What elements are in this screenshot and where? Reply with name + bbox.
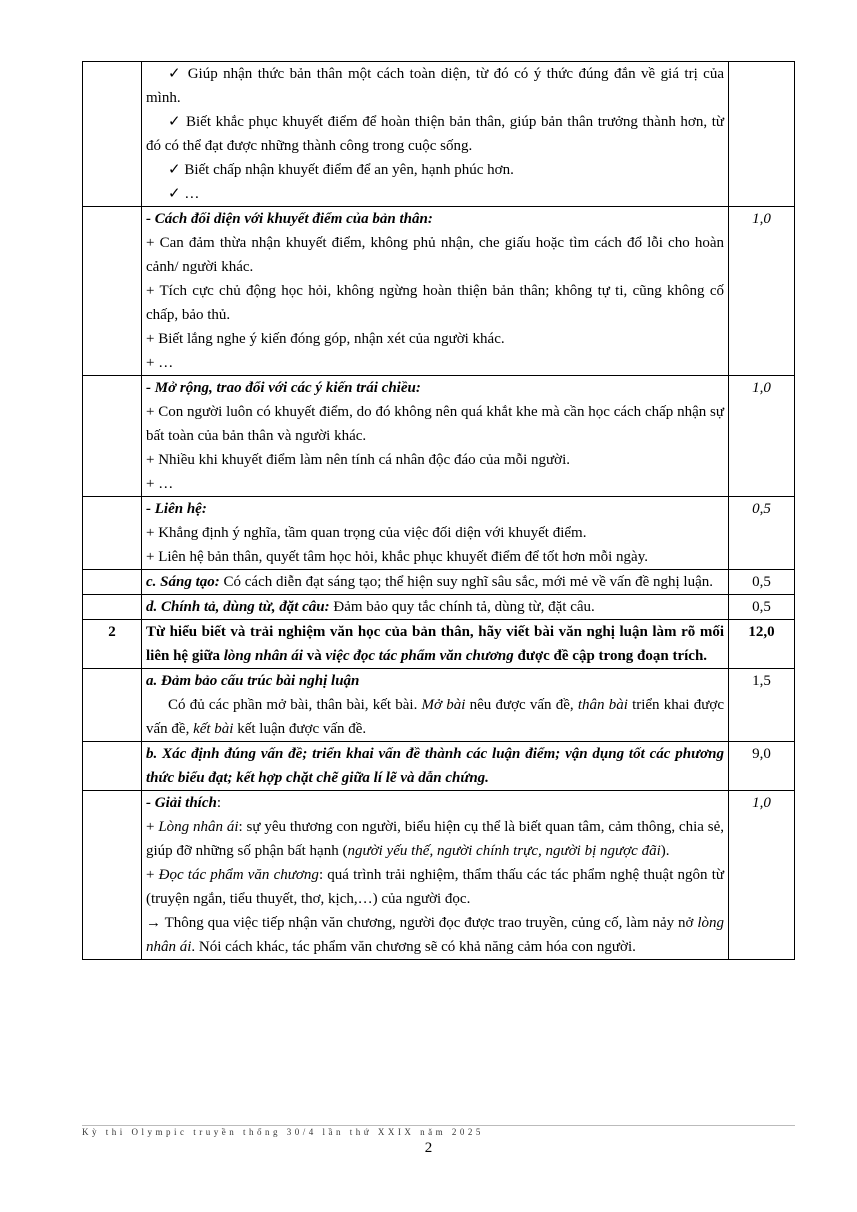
content-cell bbox=[142, 497, 729, 570]
list-item: ✓ Biết chấp nhận khuyết điểm để an yên, hạnh phúc hơn. bbox=[168, 162, 514, 178]
list-item: → Thông qua việc tiếp nhận văn chương, người đọc được trao truyền, củng cố, làm nảy nở lòng nhân ái. Nói cách khác, tác phẩm văn chương sẽ có khả năng cảm hóa con người. bbox=[146, 915, 724, 955]
section-heading: - Mở rộng, trao đổi với các ý kiến trái chiều: bbox=[146, 380, 421, 396]
question-number-cell bbox=[83, 669, 142, 742]
table-row bbox=[83, 669, 795, 742]
score-cell: 0,5 bbox=[729, 595, 795, 620]
list-item: ✓ … bbox=[168, 186, 200, 202]
score-cell: 1,5 bbox=[729, 669, 795, 742]
score-cell: 9,0 bbox=[729, 742, 795, 791]
score-cell: 1,0 bbox=[729, 791, 795, 960]
page-number: 2 bbox=[424, 1140, 433, 1156]
content-cell bbox=[142, 669, 729, 742]
question-number-cell bbox=[83, 62, 142, 207]
section-heading: - Giải thích bbox=[146, 795, 217, 811]
table-row bbox=[83, 497, 795, 570]
table-row bbox=[83, 62, 795, 207]
table-row bbox=[83, 570, 795, 595]
table-row bbox=[83, 742, 795, 791]
question-number-cell bbox=[83, 376, 142, 497]
table-row bbox=[83, 376, 795, 497]
section-heading: - Liên hệ: bbox=[146, 501, 207, 517]
list-item: + … bbox=[146, 476, 174, 492]
list-item: + Liên hệ bản thân, quyết tâm học hỏi, khắc phục khuyết điểm để tốt hơn mỗi ngày. bbox=[146, 549, 648, 565]
question-number-cell bbox=[83, 742, 142, 791]
content-cell bbox=[142, 595, 729, 620]
score-cell: 0,5 bbox=[729, 497, 795, 570]
list-item: + Can đảm thừa nhận khuyết điểm, không phủ nhận, che giấu hoặc tìm cách đổ lỗi cho hoàn cảnh/ người khác. bbox=[146, 235, 724, 275]
criterion-description: Đảm bảo quy tắc chính tả, dùng từ, đặt câu. bbox=[329, 599, 595, 615]
list-item: + Khẳng định ý nghĩa, tầm quan trọng của việc đối diện với khuyết điểm. bbox=[146, 525, 587, 541]
score-cell: 1,0 bbox=[729, 376, 795, 497]
criterion-text bbox=[146, 570, 724, 594]
question-prompt bbox=[142, 620, 729, 669]
section-heading: a. Đảm bảo cấu trúc bài nghị luận bbox=[146, 673, 360, 689]
question-number-cell bbox=[83, 497, 142, 570]
question-number-cell bbox=[83, 595, 142, 620]
question-number-cell bbox=[83, 207, 142, 376]
list-item: + … bbox=[146, 355, 174, 371]
question-text: Từ hiểu biết và trải nghiệm văn học của bản thân, hãy viết bài văn nghị luận làm rõ mối liên hệ giữa lòng nhân ái và việc đọc tác phẩm văn chương được đề cập trong đoạn trích. bbox=[146, 624, 724, 664]
content-cell bbox=[142, 376, 729, 497]
score-cell: 12,0 bbox=[729, 620, 795, 669]
table-row bbox=[83, 791, 795, 960]
criterion-description: Có đủ các phần mở bài, thân bài, kết bài. Mở bài nêu được vấn đề, thân bài triển khai được vấn đề, kết bài kết luận được vấn đề. bbox=[146, 697, 724, 737]
list-item: + Nhiều khi khuyết điểm làm nên tính cá nhân độc đáo của mỗi người. bbox=[146, 452, 571, 468]
list-item: ✓ Giúp nhận thức bản thân một cách toàn diện, từ đó có ý thức đúng đắn về giá trị của mình. bbox=[146, 66, 724, 106]
question-number-cell: 2 bbox=[83, 620, 142, 669]
content-cell bbox=[142, 207, 729, 376]
criterion-label: c. Sáng tạo: bbox=[146, 574, 220, 590]
section-heading-line: - Giải thích: bbox=[146, 795, 222, 811]
score-cell: 0,5 bbox=[729, 570, 795, 595]
section-heading: - Cách đối diện với khuyết điểm của bản thân: bbox=[146, 211, 433, 227]
list-item: + Con người luôn có khuyết điểm, do đó không nên quá khắt khe mà cần học cách chấp nhận sự bất toàn của bản thân và người khác. bbox=[146, 404, 724, 444]
table-row bbox=[83, 595, 795, 620]
question-number-cell bbox=[83, 570, 142, 595]
list-item: + Tích cực chủ động học hỏi, không ngừng hoàn thiện bản thân; không tự ti, cũng không cố chấp, bảo thủ. bbox=[146, 283, 724, 323]
table-row bbox=[83, 620, 795, 669]
content-cell bbox=[142, 791, 729, 960]
criterion-label: d. Chính tả, dùng từ, đặt câu: bbox=[146, 599, 330, 615]
list-item: ✓ Biết khắc phục khuyết điểm để hoàn thiện bản thân, giúp bản thân trưởng thành hơn, từ đó có thể đạt được những thành công trong cuộc sống. bbox=[146, 114, 724, 154]
list-item: + Đọc tác phẩm văn chương: quá trình trải nghiệm, thẩm thấu các tác phẩm nghệ thuật ngôn từ (truyện ngắn, tiểu thuyết, thơ, kịch,…) của người đọc. bbox=[146, 867, 724, 907]
footer-divider bbox=[82, 1125, 795, 1126]
question-number-cell bbox=[83, 791, 142, 960]
section-heading: b. Xác định đúng vấn đề; triển khai vấn đề thành các luận điểm; vận dụng tốt các phương thức biểu đạt; kết hợp chặt chẽ giữa lí lẽ và dẫn chứng. bbox=[146, 746, 724, 786]
list-item: + Lòng nhân ái: sự yêu thương con người, biểu hiện cụ thể là biết quan tâm, cảm thông, chia sẻ, giúp đỡ những số phận bất hạnh (người yếu thế, người chính trực, người bị ngược đãi). bbox=[146, 819, 724, 859]
answer-key-table bbox=[82, 61, 795, 960]
criterion-description: Có cách diễn đạt sáng tạo; thể hiện suy nghĩ sâu sắc, mới mẻ về vấn đề nghị luận. bbox=[219, 574, 713, 590]
score-cell bbox=[729, 62, 795, 207]
score-cell: 1,0 bbox=[729, 207, 795, 376]
criterion-text bbox=[146, 595, 724, 619]
table-row bbox=[83, 207, 795, 376]
content-cell bbox=[142, 62, 729, 207]
content-cell bbox=[142, 742, 729, 791]
list-item: + Biết lắng nghe ý kiến đóng góp, nhận xét của người khác. bbox=[146, 331, 505, 347]
content-cell bbox=[142, 570, 729, 595]
footer-text: Kỳ thi Olympic truyền thống 30/4 lần thứ XXIX năm 2025 bbox=[82, 1127, 484, 1137]
